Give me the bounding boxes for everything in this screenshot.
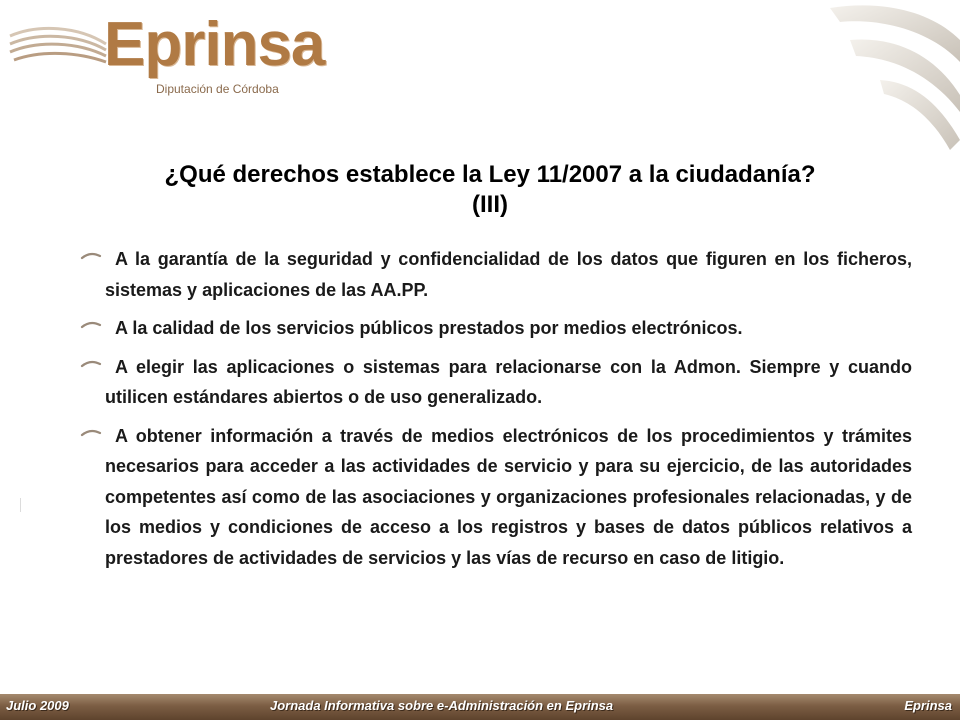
- bullet-dash-icon: [80, 250, 102, 262]
- bullet-dash-icon: [80, 319, 102, 331]
- slide-title-line-2: (III): [472, 191, 508, 218]
- bullet-item: [80, 244, 912, 305]
- footer-date: Julio 2009: [6, 698, 69, 713]
- decorative-swoosh-icon: [810, 0, 960, 150]
- divider: [20, 498, 21, 512]
- bullet-text: A elegir las aplicaciones o sistemas para relacionarse con la Admon. Siempre y cuando utilicen estándares abiertos o de uso generalizado.: [105, 356, 912, 407]
- bullet-item: [80, 313, 912, 344]
- bullet-dash-icon: [80, 427, 102, 439]
- bullet-item: [80, 421, 912, 574]
- bullet-text: A la garantía de la seguridad y confidencialidad de los datos que figuren en los ficheros, sistemas y aplicaciones de las AA.PP.: [105, 249, 912, 300]
- slide-title: [60, 160, 920, 220]
- bullet-text: A la calidad de los servicios públicos prestados por medios electrónicos.: [115, 318, 743, 338]
- logo-subtitle: Diputación de Córdoba: [156, 82, 279, 96]
- bullet-text: A obtener información a través de medios electrónicos de los procedimientos y trámites necesarios para acceder a las actividades de servicio y para su ejercicio, de las autoridades competentes así como de las asociaciones y organizaciones profesionales relacionadas, y de los medios y condiciones de acceso a los registros y bases de datos públicos relativos a prestadores de actividades de servicios y las vías de recurso en caso de litigio.: [105, 425, 912, 568]
- bullet-dash-icon: [80, 358, 102, 370]
- logo-wordmark: Eprinsa: [104, 10, 325, 79]
- slide-title-line-1: ¿Qué derechos establece la Ley 11/2007 a la ciudadanía?: [164, 161, 816, 188]
- footer-org: Eprinsa: [904, 698, 952, 713]
- logo-swoosh-icon: [8, 14, 108, 74]
- bullet-item: [80, 352, 912, 413]
- footer-bar: [0, 694, 960, 720]
- footer-event: Jornada Informativa sobre e-Administración en Eprinsa: [270, 698, 614, 713]
- bullet-list: [80, 244, 912, 581]
